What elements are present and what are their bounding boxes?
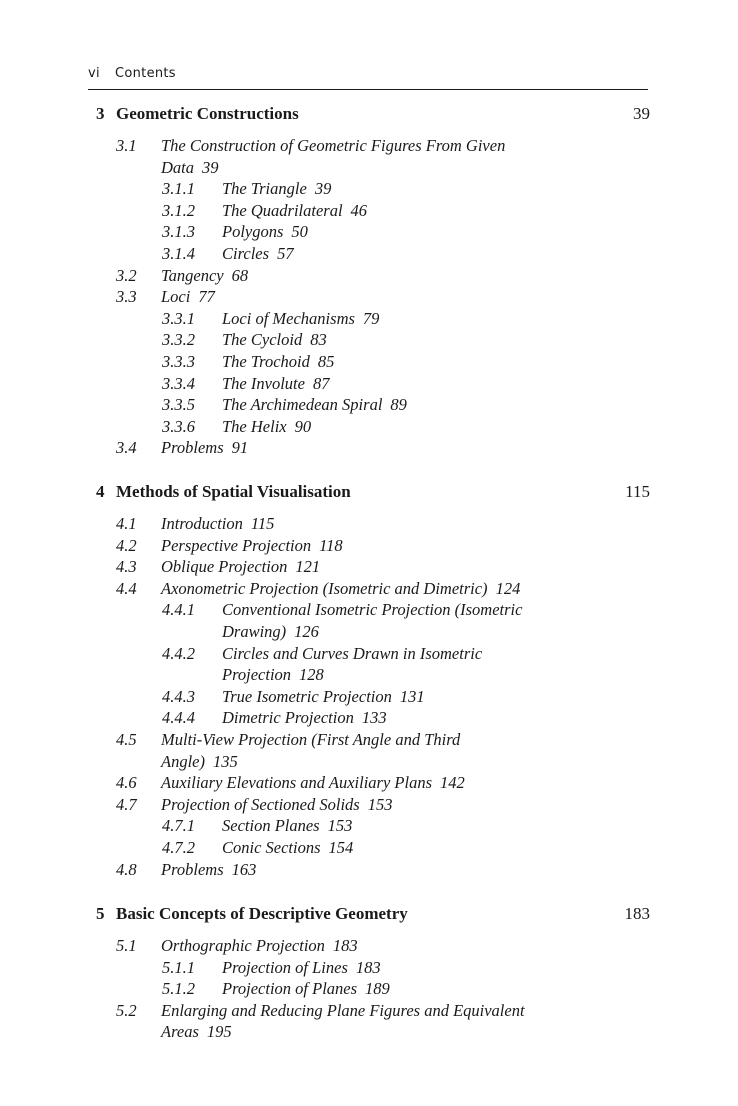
entry-title: The Quadrilateral 46 [222,200,368,220]
entry-page: 50 [291,222,308,242]
entry-title: Auxiliary Elevations and Auxiliary Plans 142 [161,773,465,793]
chapter-number: 5 [96,904,105,923]
entry-number: 4.4.1 [162,600,195,620]
entry-number: 3.1 [116,136,137,155]
chapter-number: 4 [96,482,105,501]
entry-number: 3.1.1 [162,179,195,199]
entry-title: The Helix 90 [222,416,312,436]
entry-page: 85 [317,352,335,371]
entry-page: 195 [206,1022,232,1042]
page-folio: vi [88,66,100,81]
entry-page: 126 [294,622,319,641]
entry-page: 91 [231,438,249,458]
entry-title: Conic Sections 154 [222,838,354,857]
entry-number: 4.5 [116,730,137,749]
entry-number: 5.1.2 [162,979,195,999]
entry-page: 39 [314,179,332,199]
entry-title: Angle) 135 [161,751,238,771]
entry-title: Areas 195 [161,1022,232,1042]
header-rule [88,89,648,90]
entry-number: 4.4 [116,578,137,598]
entry-number: 4.7.1 [162,816,195,836]
chapter-title: Basic Concepts of Descriptive Geometry [116,904,408,923]
entry-number: 3.1.2 [162,200,195,220]
entry-number: 3.3 [116,287,137,307]
entry-page: 87 [312,373,330,393]
entry-number: 4.4.3 [162,686,195,706]
entry-title: Loci of Mechanisms 79 [222,308,380,328]
entry-title: The Trochoid 85 [222,352,335,371]
entry-page: 133 [361,708,387,728]
entry-page: 183 [355,957,381,977]
entry-title: The Involute 87 [222,373,330,393]
entry-title: Oblique Projection 121 [161,557,321,577]
entry-page: 68 [231,265,249,285]
entry-page: 131 [399,686,425,706]
entry-title: Polygons 50 [222,222,308,242]
running-head [88,66,648,81]
entry-title: Perspective Projection 118 [161,535,343,555]
entry-title: The Triangle 39 [222,179,332,199]
entry-number: 4.2 [116,535,137,555]
entry-title: True Isometric Projection 131 [222,686,425,706]
entry-title: Section Planes 153 [222,816,353,836]
entry-page: 57 [277,244,294,263]
entry-page: 118 [319,535,343,555]
entry-title: Problems 91 [161,438,249,458]
entry-number: 4.8 [116,859,137,879]
entry-page: 79 [362,308,380,328]
chapter-page: 183 [624,904,650,923]
entry-title: Multi-View Projection (First Angle and Third [161,730,461,749]
entry-page: 154 [328,838,354,857]
entry-title: The Construction of Geometric Figures From Given [161,136,506,155]
entry-title: Projection of Planes 189 [222,979,390,999]
entry-page: 183 [332,936,358,955]
entry-page: 124 [495,578,521,598]
entry-page: 153 [367,794,393,814]
entry-number: 5.1 [116,936,137,955]
entry-title: Projection 128 [222,665,324,685]
entry-page: 128 [299,665,324,685]
entry-title: Data 39 [161,157,219,177]
entry-title: Circles 57 [222,244,294,263]
entry-page: 163 [231,859,257,879]
entry-page: 90 [294,416,312,436]
entry-title: Conventional Isometric Projection (Isometric [222,600,523,620]
entry-page: 153 [327,816,353,836]
entry-number: 4.7.2 [162,838,195,857]
entry-number: 3.2 [116,265,137,285]
entry-number: 4.4.4 [162,708,195,728]
entry-page: 39 [202,157,219,177]
entry-number: 3.4 [116,438,137,458]
entry-number: 3.3.2 [162,330,195,350]
entry-title: Dimetric Projection 133 [222,708,387,728]
chapter-number: 3 [96,104,105,123]
entry-page: 142 [440,773,465,793]
entry-title: The Cycloid 83 [222,330,327,350]
entry-title: Problems 163 [161,859,257,879]
entry-number: 3.3.3 [162,352,195,371]
entry-title: Circles and Curves Drawn in Isometric [222,643,483,663]
running-head-label: Contents [115,66,176,81]
entry-title: Tangency 68 [161,265,249,285]
chapter-page: 39 [633,104,650,123]
entry-page: 135 [212,751,238,771]
entry-number: 3.3.5 [162,395,195,415]
entry-title: Projection of Lines 183 [222,957,381,977]
entry-page: 83 [310,330,327,350]
chapter-title: Methods of Spatial Visualisation [116,482,351,501]
chapter-heading[interactable] [96,482,650,504]
entry-title: Projection of Sectioned Solids 153 [161,794,393,814]
entry-number: 4.1 [116,514,137,533]
entry-number: 4.6 [116,773,137,793]
entry-number: 4.3 [116,557,137,577]
entry-page: 46 [350,200,368,220]
entry-page: 189 [365,979,390,999]
entry-title: Drawing) 126 [222,622,319,641]
entry-title: Axonometric Projection (Isometric and Dimetric) 124 [161,578,521,598]
entry-page: 77 [198,287,215,307]
entry-title: Enlarging and Reducing Plane Figures and Equivalent [161,1000,525,1020]
entry-number: 3.3.1 [162,308,195,328]
entry-page: 115 [250,514,275,533]
chapter-page: 115 [625,482,650,501]
entry-number: 3.1.3 [162,222,195,242]
entry-title: Introduction 115 [161,514,275,533]
entry-number: 5.2 [116,1000,137,1020]
entry-title: Orthographic Projection 183 [161,936,358,955]
entry-page: 89 [390,395,407,415]
chapter-heading[interactable] [96,904,650,926]
entry-title: Loci 77 [161,287,215,307]
entry-number: 3.1.4 [162,244,195,263]
entry-title: The Archimedean Spiral 89 [222,395,407,415]
entry-number: 5.1.1 [162,957,195,977]
chapter-heading[interactable] [96,104,650,126]
entry-number: 4.7 [116,794,137,814]
entry-number: 4.4.2 [162,643,195,663]
chapter-title: Geometric Constructions [116,104,299,123]
entry-number: 3.3.4 [162,373,195,393]
entry-number: 3.3.6 [162,416,195,436]
entry-page: 121 [295,557,321,577]
